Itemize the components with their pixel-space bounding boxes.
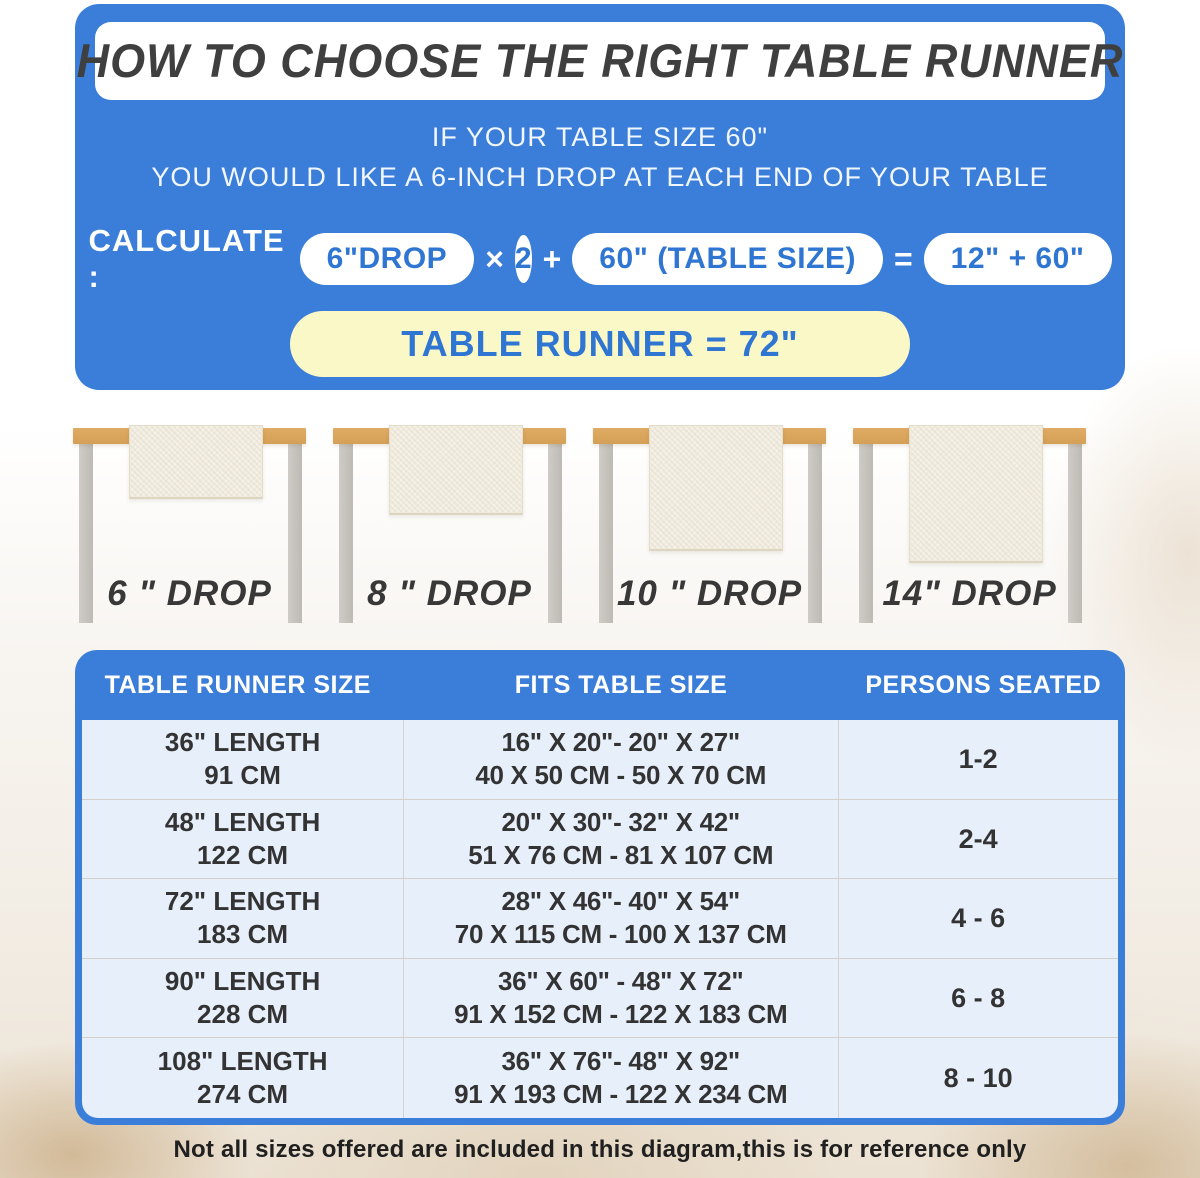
- table-figure-8-drop: [333, 428, 566, 630]
- calculate-label: CALCULATE :: [88, 223, 285, 294]
- table-row: [82, 959, 1118, 1039]
- fits-size-inches: 36" X 76"- 48" X 92": [501, 1045, 740, 1076]
- subtitle-line-2: YOU WOULD LIKE A 6-INCH DROP AT EACH END OF YOUR TABLE: [151, 162, 1049, 192]
- fits-size-inches: 36" X 60" - 48" X 72": [498, 965, 744, 996]
- runner-length-inches: 108" LENGTH: [157, 1045, 328, 1076]
- runner-length-inches: 90" LENGTH: [164, 965, 321, 996]
- runner-length-cm: 274 CM: [197, 1079, 289, 1110]
- column-header-runner-size: TABLE RUNNER SIZE: [104, 670, 371, 699]
- fits-table-cell: [403, 1045, 838, 1112]
- runner-size-cell: [82, 726, 403, 793]
- runner-length-cm: 183 CM: [197, 919, 289, 950]
- runner-length-cm: 91 CM: [204, 760, 281, 791]
- table-row: [82, 1038, 1118, 1118]
- runner-size-cell: [82, 1045, 403, 1112]
- persons-seated-cell: 1-2: [958, 744, 998, 775]
- fits-size-inches: 28" X 46"- 40" X 54": [501, 886, 740, 917]
- drop-label: 8 " DROP: [367, 574, 532, 613]
- table-row: [82, 879, 1118, 959]
- fits-size-cm: 51 X 76 CM - 81 X 107 CM: [468, 839, 774, 870]
- runner-length-inches: 72" LENGTH: [164, 886, 321, 917]
- drop-label: 14" DROP: [882, 574, 1057, 613]
- reference-footnote: Not all sizes offered are included in this diagram,this is for reference only: [173, 1136, 1027, 1163]
- runner-drape: [649, 425, 783, 551]
- column-divider: [838, 720, 839, 1118]
- persons-seated-cell: 4 - 6: [951, 903, 1006, 934]
- table-size-pill: 60" (TABLE SIZE): [572, 233, 883, 285]
- plus-operator: +: [542, 240, 562, 277]
- fits-table-cell: [403, 965, 838, 1032]
- fits-size-inches: 20" X 30"- 32" X 42": [501, 806, 740, 837]
- fits-table-cell: [403, 726, 838, 793]
- fits-table-cell: [403, 806, 838, 873]
- fits-size-cm: 91 X 152 CM - 122 X 183 CM: [454, 999, 788, 1030]
- size-chart-header: [75, 650, 1125, 720]
- runner-length-inches: 48" LENGTH: [164, 806, 321, 837]
- column-divider: [403, 720, 404, 1118]
- equals-operator: =: [893, 240, 913, 277]
- runner-length-cm: 122 CM: [197, 839, 289, 870]
- size-chart-panel: [75, 650, 1125, 1125]
- page-title: HOW TO CHOOSE THE RIGHT TABLE RUNNER: [76, 33, 1124, 88]
- sum-pill: 12" + 60": [924, 233, 1112, 285]
- drop-figures-row: [73, 428, 1127, 630]
- runner-drape: [909, 425, 1043, 563]
- title-box: [76, 22, 1124, 100]
- result-pill: TABLE RUNNER = 72": [290, 311, 910, 377]
- column-header-persons: PERSONS SEATED: [865, 670, 1102, 699]
- runner-size-cell: [82, 885, 403, 952]
- table-figure-14-drop: [853, 428, 1086, 630]
- header-banner: [75, 4, 1125, 390]
- table-row: [82, 800, 1118, 880]
- persons-seated-cell: 8 - 10: [943, 1062, 1013, 1093]
- table-figure-10-drop: [593, 428, 826, 630]
- persons-seated-cell: 6 - 8: [951, 982, 1006, 1013]
- drop-label: 10 " DROP: [616, 574, 803, 613]
- runner-length-inches: 36" LENGTH: [164, 727, 321, 758]
- runner-drape: [389, 425, 523, 515]
- table-row: [82, 720, 1118, 800]
- column-header-fits-table: FITS TABLE SIZE: [514, 670, 728, 699]
- runner-drape: [129, 425, 263, 499]
- multiply-operator: ×: [485, 240, 504, 277]
- subtitle-line-1: IF YOUR TABLE SIZE 60": [431, 122, 769, 152]
- fits-size-inches: 16" X 20"- 20" X 27": [501, 727, 740, 758]
- runner-size-cell: [82, 806, 403, 873]
- drop-label: 6 " DROP: [107, 574, 272, 613]
- fits-table-cell: [403, 885, 838, 952]
- fits-size-cm: 91 X 193 CM - 122 X 234 CM: [454, 1079, 788, 1110]
- calculation-formula: [88, 223, 1105, 295]
- persons-seated-cell: 2-4: [958, 823, 998, 854]
- runner-length-cm: 228 CM: [197, 999, 289, 1030]
- table-figure-6-drop: [73, 428, 306, 630]
- fits-size-cm: 40 X 50 CM - 50 X 70 CM: [475, 760, 767, 791]
- multiplier-badge: 2: [515, 235, 532, 283]
- runner-size-cell: [82, 965, 403, 1032]
- drop-value-pill: 6"DROP: [300, 233, 475, 285]
- size-chart-body: [82, 720, 1118, 1118]
- fits-size-cm: 70 X 115 CM - 100 X 137 CM: [454, 919, 787, 950]
